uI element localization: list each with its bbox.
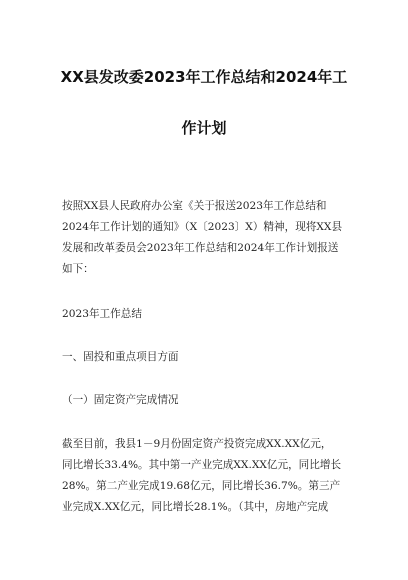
- intro-paragraph: [62, 196, 352, 280]
- section-heading: 2023年工作总结: [62, 308, 142, 320]
- body-line: 同比增长33.4%。其中第一产业完成XX.XX亿元，同比增长: [62, 459, 342, 471]
- subsection-heading: 一、固投和重点项目方面: [62, 351, 179, 363]
- intro-line: 如下：: [62, 263, 94, 275]
- intro-line: 发展和改革委员会2023年工作总结和2024年工作计划报送: [62, 242, 339, 254]
- body-line: 截至目前，我县1－9月份固定资产投资完成XX.XX亿元，: [62, 438, 332, 450]
- document-title-line-1: XX县发改委2023年工作总结和2024年工: [60, 68, 348, 86]
- body-paragraph: [62, 434, 352, 518]
- document-title-line-2: 作计划: [181, 119, 227, 137]
- body-line: 业完成X.XX亿元，同比增长28.1%。（其中，房地产完成: [62, 501, 329, 513]
- sub-subsection-heading: （一）固定资产完成情况: [62, 394, 179, 406]
- intro-line: 2024年工作计划的通知》（X〔2023〕X）精神，现将XX县: [62, 221, 343, 233]
- intro-line: 按照XX县人民政府办公室《关于报送2023年工作总结和: [62, 200, 327, 212]
- body-line: 28%。第二产业完成19.68亿元，同比增长36.7%。第三产: [62, 480, 341, 492]
